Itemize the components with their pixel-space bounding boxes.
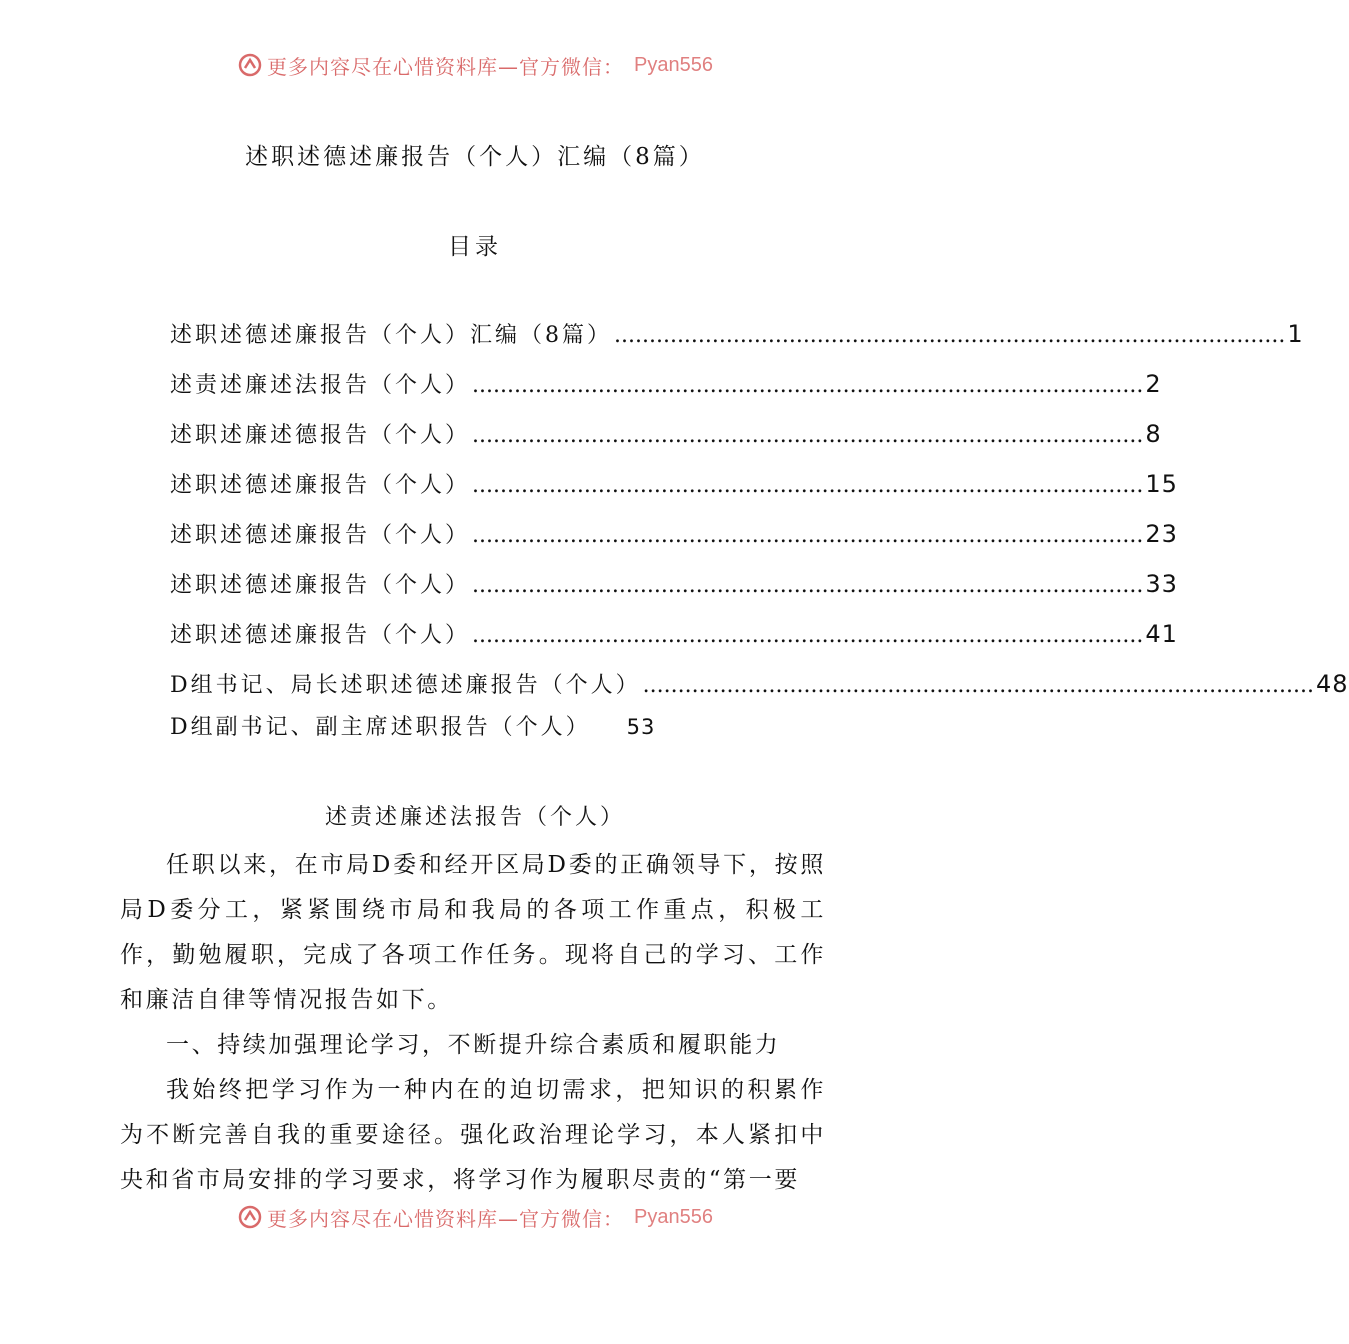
- toc-entry-page: 33: [1145, 570, 1178, 598]
- section-title: 述责述廉述法报告（个人）: [324, 805, 625, 830]
- toc-entry-label: 述职述德述廉报告（个人）汇编（8篇）: [170, 323, 612, 348]
- toc-entry-page: 48: [1315, 670, 1349, 698]
- banner-wechat-id: Pyan556: [634, 53, 713, 76]
- table-of-contents: [170, 318, 1349, 754]
- toc-entry-label: 述职述德述廉报告（个人）: [170, 573, 471, 598]
- toc-leader-dots: ................................................................................................: [472, 473, 1144, 498]
- toc-entry-page: 15: [1145, 470, 1178, 498]
- body-text: [120, 843, 826, 1203]
- toc-leader-dots: ................................................................................................: [642, 673, 1314, 698]
- toc-entry-page: 23: [1145, 520, 1178, 548]
- toc-entry-label: 述职述廉述德报告（个人）: [170, 423, 471, 448]
- toc-entry[interactable]: [170, 468, 1178, 518]
- paragraph: 我始终把学习作为一种内在的迫切需求，把知识的积累作为不断完善自我的重要途径。强化政治理论学习，本人紧扣中央和省市局安排的学习要求，将学习作为履职尽责的“第一要: [120, 1077, 826, 1193]
- banner-wechat-id: Pyan556: [634, 1205, 713, 1228]
- toc-leader-dots: ................................................................................................: [472, 523, 1144, 548]
- header-banner: [0, 53, 950, 84]
- banner-text: 更多内容尽在心惜资料库—官方微信：: [267, 54, 625, 79]
- toc-entry-page: 8: [1145, 420, 1162, 448]
- toc-entry-label: 述职述德述廉报告（个人）: [170, 473, 471, 498]
- toc-entry-label: D组书记、局长述职述德述廉报告（个人）: [170, 673, 641, 698]
- toc-heading: 目录: [448, 234, 502, 260]
- toc-entry[interactable]: [170, 318, 1304, 368]
- banner-logo-icon: [237, 52, 263, 78]
- toc-leader-dots: ................................................................................................: [472, 373, 1144, 398]
- toc-entry[interactable]: [170, 618, 1178, 668]
- banner-logo-icon: [237, 1204, 263, 1230]
- toc-leader-dots: ................................................................................................: [472, 573, 1144, 598]
- toc-entry-page: 41: [1145, 620, 1178, 648]
- toc-entry[interactable]: [170, 518, 1178, 568]
- toc-entry-label: D组副书记、副主席述职报告（个人）: [170, 715, 591, 740]
- banner-text: 更多内容尽在心惜资料库—官方微信：: [267, 1206, 625, 1231]
- toc-entry-page: 1: [1287, 320, 1304, 348]
- toc-leader-dots: ................................................................................................: [472, 423, 1144, 448]
- toc-entry-label: 述职述德述廉报告（个人）: [170, 623, 471, 648]
- paragraph-heading: 一、持续加强理论学习，不断提升综合素质和履职能力: [166, 1032, 781, 1058]
- paragraph: 任职以来，在市局D委和经开区局D委的正确领导下，按照局D委分工，紧紧围绕市局和我局的各项工作重点，积极工作，勤勉履职，完成了各项工作任务。现将自己的学习、工作和廉洁自律等情况报告如下。: [120, 852, 826, 1013]
- toc-leader-dots: ................................................................................................: [472, 623, 1144, 648]
- toc-entry-page: 2: [1145, 370, 1162, 398]
- toc-entry[interactable]: [170, 418, 1162, 468]
- toc-entry[interactable]: [170, 368, 1162, 418]
- toc-entry[interactable]: [170, 568, 1178, 618]
- document-title: 述职述德述廉报告（个人）汇编（8篇）: [245, 144, 705, 170]
- toc-entry-label: 述职述德述廉报告（个人）: [170, 523, 471, 548]
- toc-entry[interactable]: [170, 710, 824, 754]
- toc-leader-dots: ................................................................................................: [614, 323, 1286, 348]
- toc-entry-label: 述责述廉述法报告（个人）: [170, 373, 471, 398]
- toc-entry-page: 53: [626, 715, 656, 739]
- footer-banner: [0, 1205, 950, 1236]
